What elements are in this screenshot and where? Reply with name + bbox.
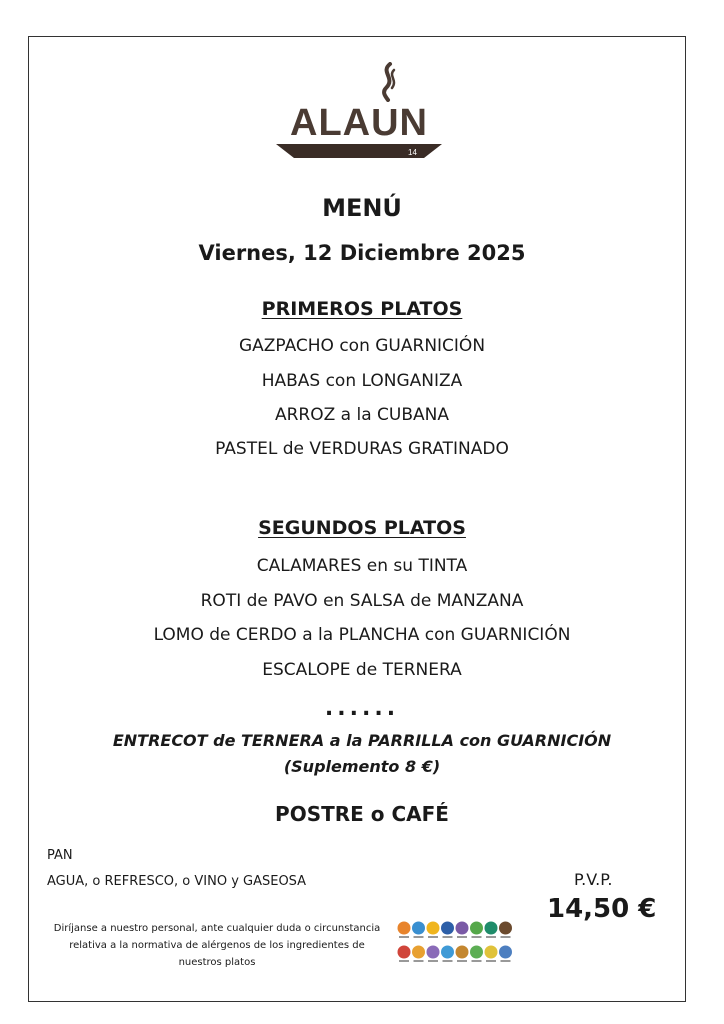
allergen-icon (441, 946, 454, 959)
allergen-icon (427, 946, 440, 959)
allergen-label-mark (472, 936, 482, 938)
dish-item: GAZPACHO con GUARNICIÓN (238, 336, 486, 356)
special-dish: ENTRECOT de TERNERA a la PARRILLA con GUARNICIÓN (112, 731, 612, 750)
allergen-icon (485, 946, 498, 959)
menu-title: MENÚ (322, 194, 402, 222)
segundos-title: SEGUNDOS PLATOS (258, 517, 466, 539)
special-supplement: (Suplemento 8 €) (283, 757, 441, 776)
allergen-label-mark (472, 960, 482, 962)
tray-icon (274, 142, 444, 160)
dish-item: ROTI de PAVO en SALSA de MANZANA (200, 591, 524, 611)
dish-item: LOMO de CERDO a la PLANCHA con GUARNICIÓN (153, 625, 571, 645)
allergen-label-mark (457, 960, 467, 962)
allergen-icon (398, 946, 411, 959)
dish-item: HABAS con LONGANIZA (261, 371, 463, 391)
allergen-icon (427, 922, 440, 935)
allergen-icon (470, 946, 483, 959)
allergen-note: Diríjanse a nuestro personal, ante cualquier duda o circunstancia relativa a la normativa de alérgenos de los ingredientes de nuestros platos (53, 923, 381, 968)
allergen-icon (499, 922, 512, 935)
allergen-label-mark (414, 960, 424, 962)
price-label: P.V.P. (574, 870, 613, 889)
dessert-line: POSTRE o CAFÉ (275, 802, 449, 826)
allergen-label-mark (486, 960, 496, 962)
allergen-label-mark (428, 960, 438, 962)
allergen-icon (412, 922, 425, 935)
allergen-icon (412, 946, 425, 959)
steam-icon (376, 62, 400, 102)
allergen-icon (470, 922, 483, 935)
allergen-label-mark (399, 936, 409, 938)
allergen-icons (396, 918, 516, 968)
allergen-label-mark (457, 936, 467, 938)
dish-item: ARROZ a la CUBANA (274, 405, 449, 425)
allergen-label-mark (501, 936, 511, 938)
allergen-label-mark (414, 936, 424, 938)
dish-item: PASTEL de VERDURAS GRATINADO (215, 439, 509, 459)
allergen-label-mark (399, 960, 409, 962)
allergen-icon (398, 922, 411, 935)
allergen-label-mark (443, 936, 453, 938)
allergen-icon (456, 922, 469, 935)
primeros-title: PRIMEROS PLATOS (261, 298, 463, 320)
allergen-label-mark (486, 936, 496, 938)
separator-dots: ...... (324, 696, 400, 721)
drinks-line: AGUA, o REFRESCO, o VINO y GASEOSA (47, 874, 307, 889)
allergen-icon (456, 946, 469, 959)
price-value: 14,50 € (547, 894, 657, 924)
logo-number: 14 (408, 148, 417, 157)
bread-line: PAN (47, 848, 73, 863)
allergen-label-mark (428, 936, 438, 938)
logo-text: ALAUN (290, 102, 428, 144)
allergen-icon (441, 922, 454, 935)
dish-item: ESCALOPE de TERNERA (262, 660, 462, 680)
allergen-icon (485, 922, 498, 935)
allergen-icon (499, 946, 512, 959)
menu-date: Viernes, 12 Diciembre 2025 (198, 241, 526, 265)
restaurant-logo (274, 62, 444, 162)
allergen-label-mark (443, 960, 453, 962)
dish-item: CALAMARES en su TINTA (256, 556, 468, 576)
allergen-label-mark (501, 960, 511, 962)
